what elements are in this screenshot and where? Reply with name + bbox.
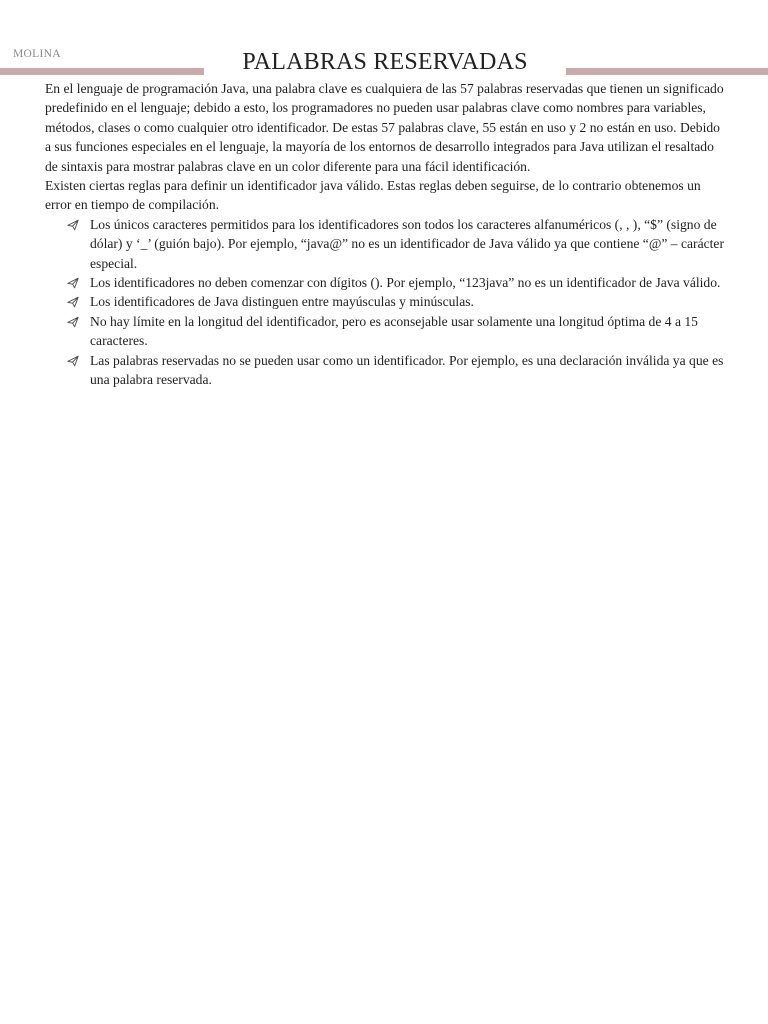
paper-plane-icon xyxy=(67,355,79,367)
rule-text: Los únicos caracteres permitidos para los identificadores son todos los caracteres alfanuméricos (, , ), “$” (signo de dólar) y ‘_’ (guión bajo). Por ejemplo, “java@” no es un identificador de Java válido ya que contiene “@” – carácter especial. xyxy=(90,216,724,271)
header-rule-right xyxy=(566,68,768,75)
rule-text: Los identificadores de Java distinguen entre mayúsculas y minúsculas. xyxy=(90,294,474,310)
list-item xyxy=(90,292,725,311)
rule-text: Las palabras reservadas no se pueden usar como un identificador. Por ejemplo, es una declaración inválida ya que es una palabra reservada. xyxy=(90,352,724,388)
list-item xyxy=(90,273,725,292)
header-rule-left xyxy=(0,68,204,75)
rule-text: Los identificadores no deben comenzar con dígitos (). Por ejemplo, “123java” no es un identificador de Java válido. xyxy=(90,275,721,291)
rules-list xyxy=(45,215,725,390)
rule-text: No hay límite en la longitud del identificador, pero es aconsejable usar solamente una longitud óptima de 4 a 15 caracteres. xyxy=(90,313,698,349)
page-title: PALABRAS RESERVADAS xyxy=(242,49,528,75)
rules-intro-paragraph: Existen ciertas reglas para definir un identificador java válido. Estas reglas deben seguirse, de lo contrario obtenemos un error en tiempo de compilación. xyxy=(45,178,701,213)
list-item xyxy=(90,215,725,273)
paper-plane-icon xyxy=(67,296,79,308)
paper-plane-icon xyxy=(67,277,79,289)
document-body xyxy=(45,79,725,390)
intro-paragraph: En el lenguaje de programación Java, una palabra clave es cualquiera de las 57 palabras reservadas que tienen un significado predefinido en el lenguaje; debido a esto, los programadores no pueden usar palabras clave como nombres para variables, métodos, clases o como cualquier otro identificador. De estas 57 palabras clave, 55 están en uso y 2 no están en uso. Debido a sus funciones especiales en el lenguaje, la mayoría de los entornos de desarrollo integrados para Java utilizan el resaltado de sintaxis para mostrar palabras clave en un color diferente para una fácil identificación. xyxy=(45,81,724,174)
author-name: MOLINA xyxy=(13,48,61,60)
paper-plane-icon xyxy=(67,316,79,328)
list-item xyxy=(90,312,725,351)
paper-plane-icon xyxy=(67,219,79,231)
list-item xyxy=(90,351,725,390)
